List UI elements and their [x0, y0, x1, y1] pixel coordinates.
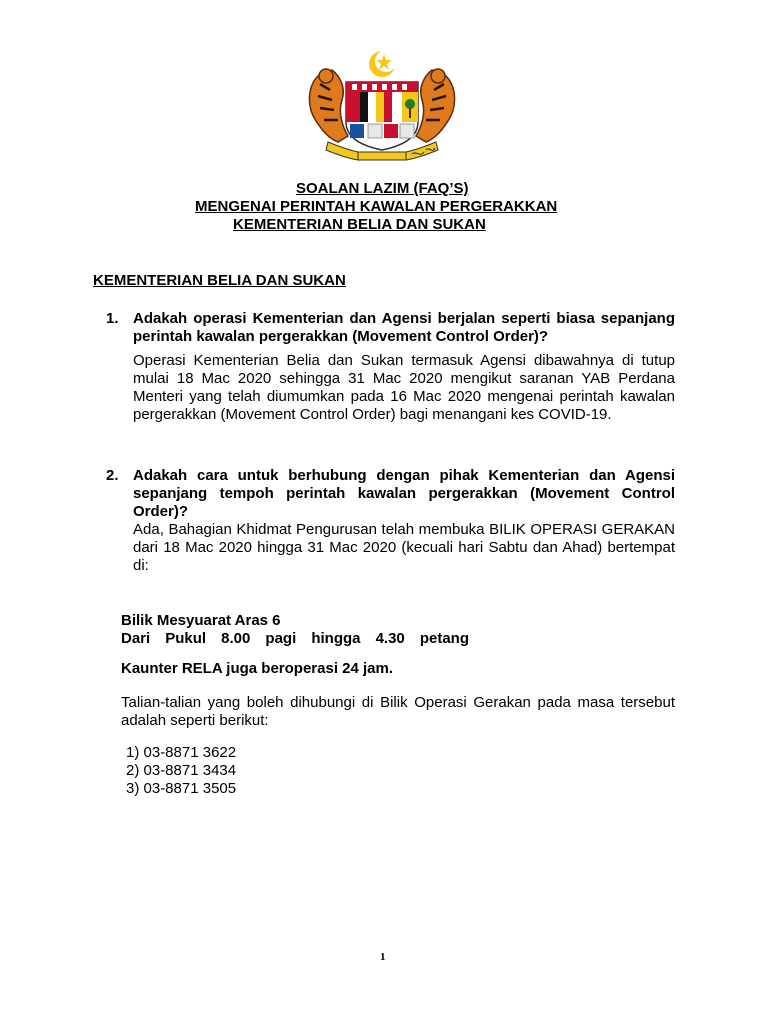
phone-line: 1) 03-8871 3622 [126, 744, 237, 761]
faq-number: 1. [106, 310, 119, 327]
section-heading: KEMENTERIAN BELIA DAN SUKAN [93, 272, 346, 289]
faq-answer: Operasi Kementerian Belia dan Sukan termasuk Agensi dibawahnya di tutup mulai 18 Mac 2020 sehingga 31 Mac 2020 mengikut saranan YAB Perdana Menteri yang telah diumumkan pada 16 Mac 2020 mengenai perintah kawalan pergerakkan (Movement Control Order) bagi menangani kes COVID-19. [133, 352, 675, 423]
rela-notice: Kaunter RELA juga beroperasi 24 jam. [121, 660, 394, 677]
faq-number: 2. [106, 467, 119, 484]
phone-line: 2) 03-8871 3434 [126, 762, 237, 779]
coat-of-arms-graphic [298, 46, 466, 166]
phone-line: 3) 03-8871 3505 [126, 780, 237, 797]
venue-details [121, 612, 469, 648]
venue-room: Bilik Mesyuarat Aras 6 [121, 612, 281, 629]
venue-hours: Dari Pukul 8.00 pagi hingga 4.30 petang [121, 630, 469, 647]
phone-list [121, 744, 236, 798]
faq-question: Adakah operasi Kementerian dan Agensi berjalan seperti biasa sepanjang perintah kawalan pergerakkan (Movement Control Order)? [133, 310, 675, 345]
page-number: 1 [380, 951, 386, 963]
title-line-1: SOALAN LAZIM (FAQ’S) [296, 180, 469, 197]
phone-lines-intro: Talian-talian yang boleh dihubungi di Bilik Operasi Gerakan pada masa tersebut adalah seperti berikut: [121, 694, 675, 729]
faq-answer: Ada, Bahagian Khidmat Pengurusan telah membuka BILIK OPERASI GERAKAN dari 18 Mac 2020 hingga 31 Mac 2020 (kecuali hari Sabtu dan Ahad) bertempat di: [133, 521, 675, 574]
title-line-3: KEMENTERIAN BELIA DAN SUKAN [233, 216, 486, 233]
title-line-2: MENGENAI PERINTAH KAWALAN PERGERAKKAN [195, 198, 558, 215]
faq-item-1 [106, 310, 675, 424]
malaysia-coat-of-arms-icon [298, 46, 466, 166]
faq-question: Adakah cara untuk berhubung dengan pihak Kementerian dan Agensi sepanjang tempoh perintah kawalan pergerakkan (Movement Control Order)? [133, 467, 675, 520]
faq-item-2 [106, 467, 675, 575]
